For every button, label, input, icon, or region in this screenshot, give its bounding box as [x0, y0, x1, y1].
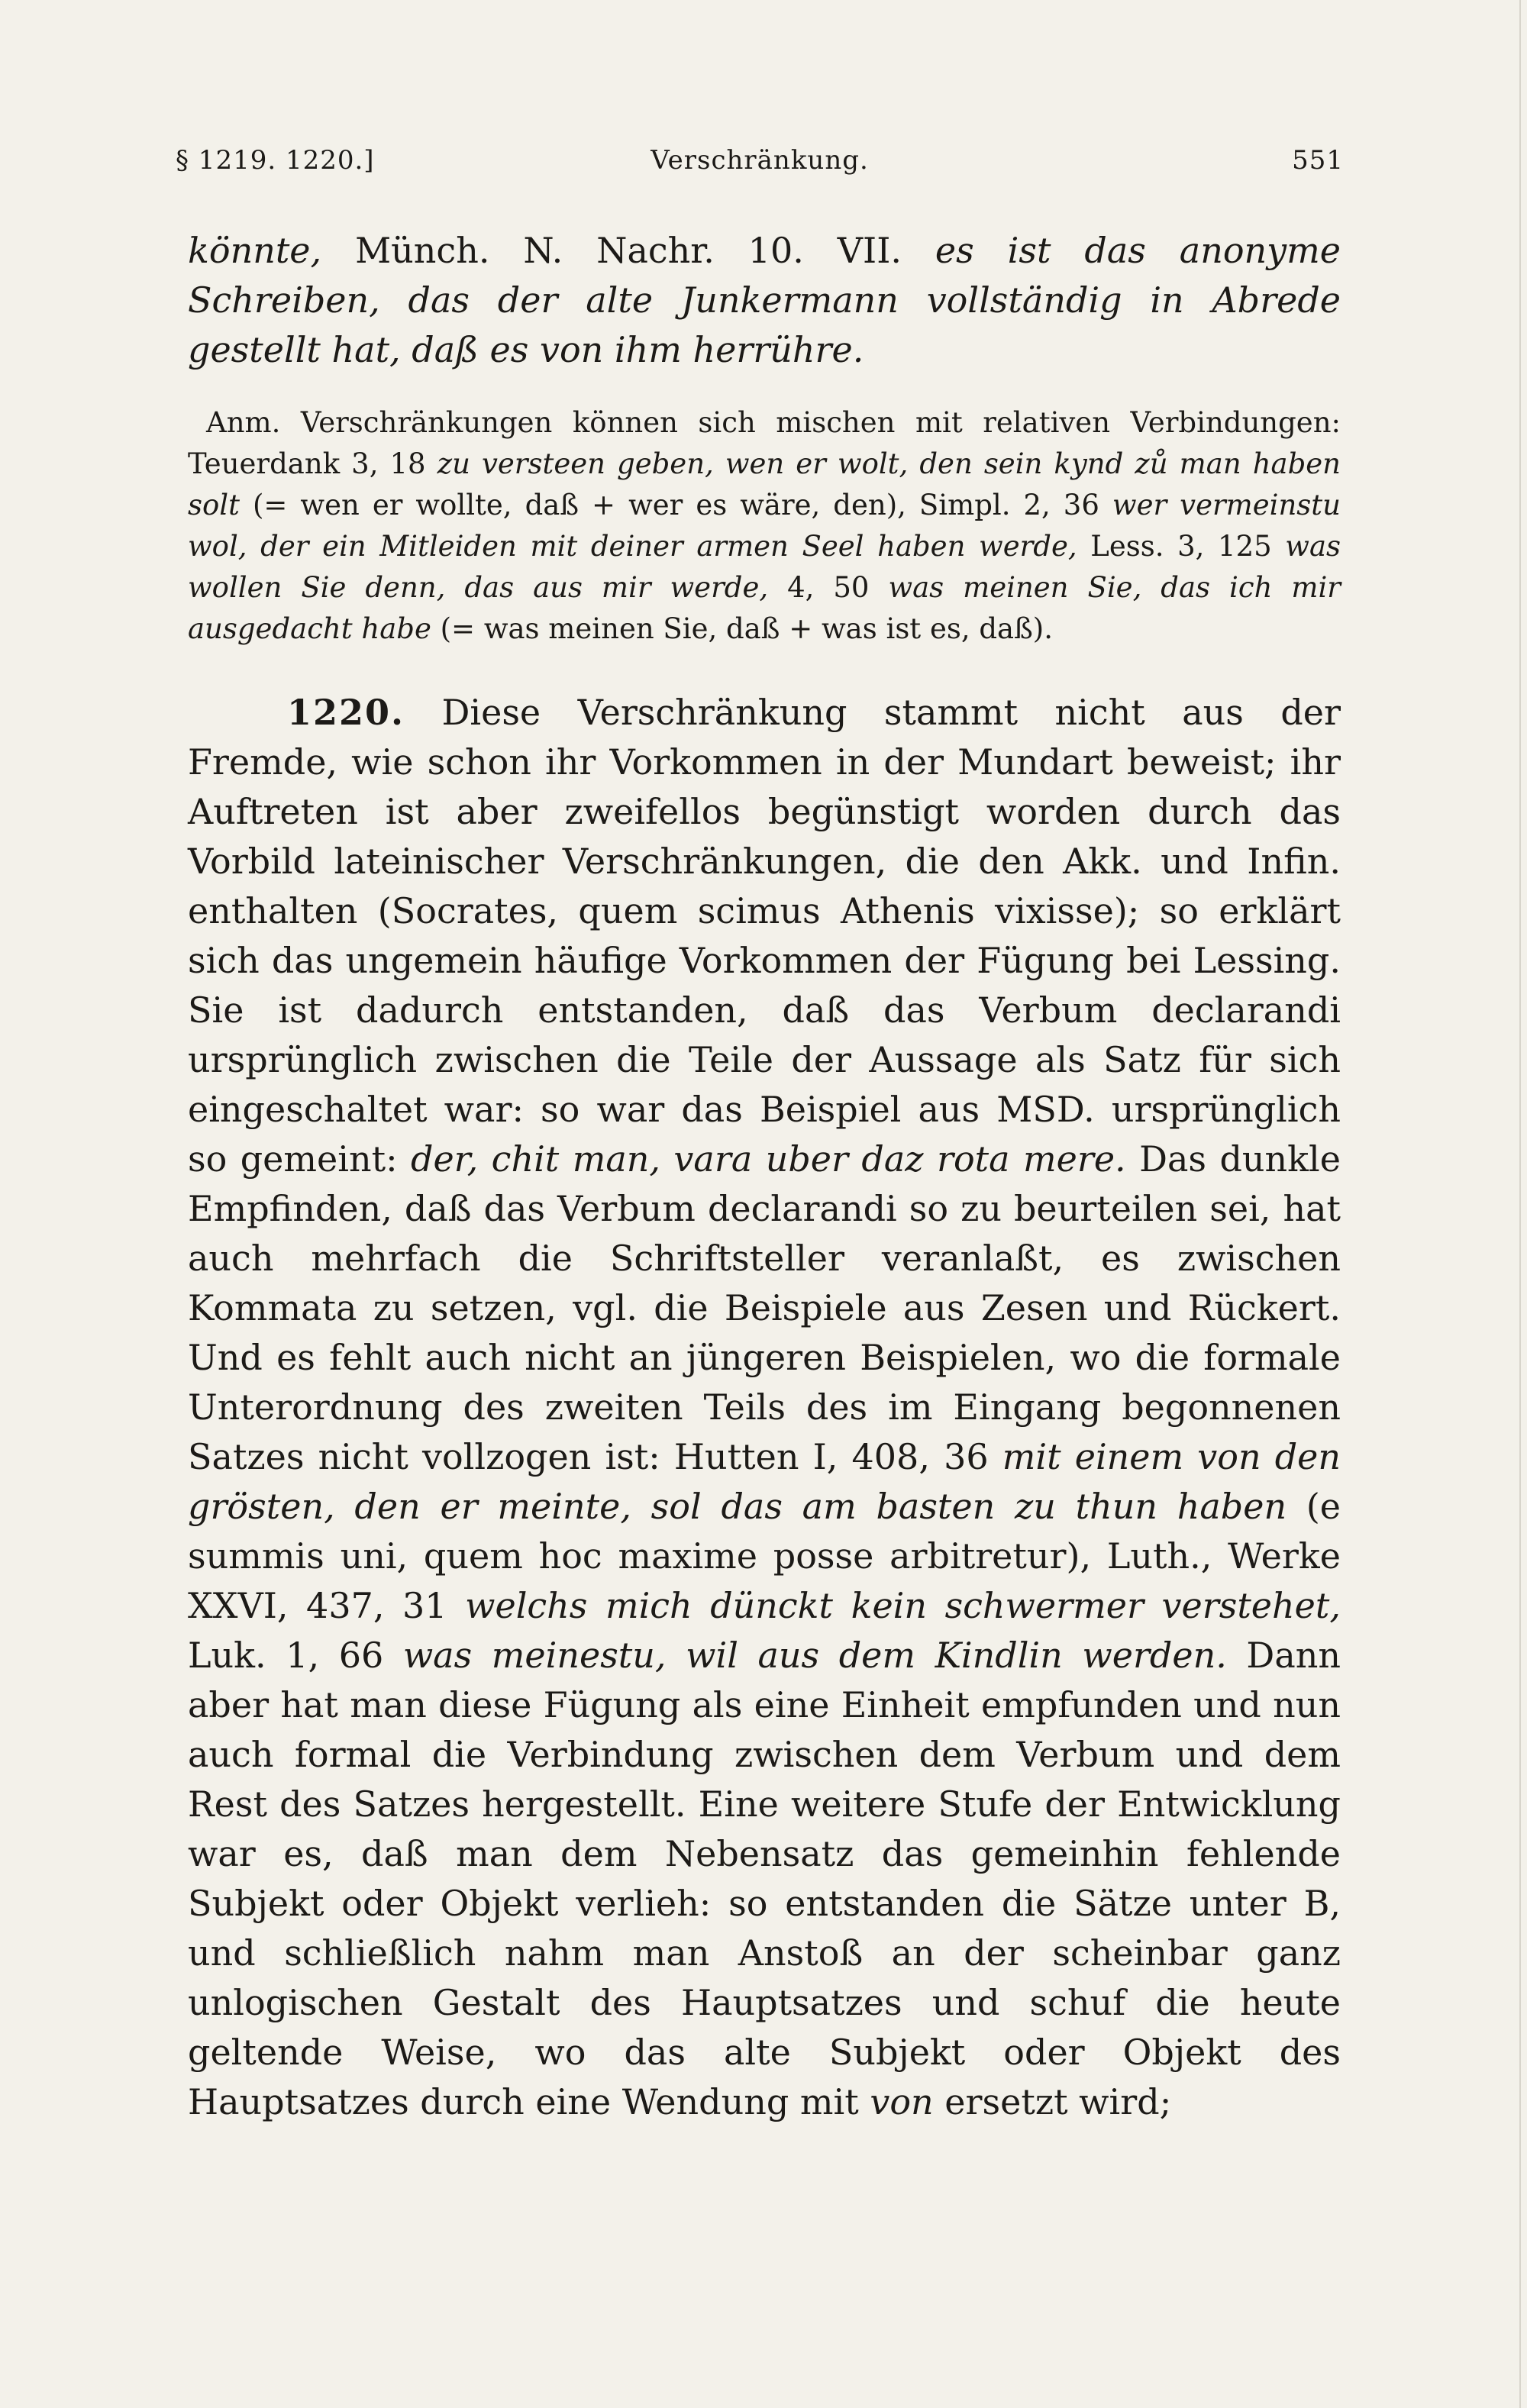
text-run: Dann aber hat man diese Fügung als eine Einheit empfunden und nun auch formal die Verbindung zwischen dem Verbum und dem Rest des Satzes hergestellt. Eine weitere Stufe der Entwicklung war es, daß man dem Nebensatz das gemeinhin fehlende Subjekt oder Objekt verlieh: so entstanden die Sätze unter B, und schließlich nahm man Anstoß an der scheinbar ganz unlogischen Gestalt des Hauptsatzes und schuf die heute geltende Weise, wo das alte Subjekt oder Objekt des Hauptsatzes durch eine Wendung mit	[188, 1635, 1341, 2122]
italic-quotation: was meinen Sie, das ich mir ausgedacht habe	[188, 571, 1341, 645]
text-run: Das dunkle Empfinden, daß das Verbum declarandi so zu beurteilen sei, hat auch mehrfach die Schriftsteller veranlaßt, es zwischen Kommata zu setzen, vgl. die Beispiele aus Zesen und Rückert. Und es fehlt auch nicht an jüngeren Beispielen, wo die formale Unterordnung des zweiten Teils des im Eingang begonnenen Satzes nicht vollzogen ist: Hutten I, 408, 36	[188, 1138, 1341, 1477]
annotation-paragraph	[188, 402, 1341, 650]
text-run: (= wen er wollte, daß + wer es wäre, den), Simpl. 2, 36	[239, 489, 1112, 521]
text-run: 4, 50	[768, 571, 889, 604]
page-body	[188, 226, 1341, 2127]
italic-quotation: der, chit man, vara uber daz rota mere.	[411, 1138, 1126, 1180]
italic-quotation: mit einem von den grösten, den er meinte, sol das am basten zu thun haben	[188, 1436, 1341, 1527]
text-run: (e summis uni, quem hoc maxime posse arbitretur), Luth., Werke XXVI, 437, 31	[188, 1486, 1341, 1626]
italic-quotation: welchs mich dünckt kein schwermer verstehet,	[465, 1585, 1341, 1626]
text-run: Münch. N. Nachr. 10. VII.	[321, 230, 935, 271]
section-reference: § 1219. 1220.]	[176, 145, 375, 176]
page-number: 551	[1292, 145, 1344, 176]
page-edge	[1519, 0, 1521, 2408]
italic-quotation: von	[870, 2081, 934, 2122]
section-1220-paragraph	[188, 688, 1341, 2127]
running-title: Verschränkung.	[651, 145, 869, 176]
italic-quotation: wer vermeinstu wol, der ein Mitleiden mit deiner armen Seel haben werde,	[188, 489, 1341, 563]
continuation-paragraph	[188, 226, 1341, 375]
italic-quotation: was meinestu, wil aus dem Kindlin werden.	[402, 1635, 1227, 1676]
text-run: Luk. 1, 66	[188, 1635, 403, 1676]
section-number: 1220.	[287, 692, 405, 733]
italic-quotation: zu versteen geben, wen er wolt, den sein kynd zů man haben solt	[188, 447, 1341, 521]
text-run: Anm. Verschränkungen können sich mischen mit relativen Verbindungen: Teuerdank 3, 18	[188, 406, 1341, 480]
text-run: ersetzt wird;	[933, 2081, 1172, 2122]
italic-quotation: könnte,	[188, 230, 322, 271]
text-run: Less. 3, 125	[1077, 530, 1286, 563]
italic-quotation: was wollen Sie denn, das aus mir werde,	[188, 530, 1341, 604]
text-run: Diese Verschränkung stammt nicht aus der Fremde, wie schon ihr Vorkommen in der Mundart beweist; ihr Auftreten ist aber zweifellos begünstigt worden durch das Vorbild lateinischer Verschränkungen, die den Akk. und Infin. enthalten (Socrates, quem scimus Athenis vixisse); so erklärt sich das ungemein häufige Vorkommen der Fügung bei Lessing. Sie ist dadurch entstanden, daß das Verbum declarandi ursprünglich zwischen die Teile der Aussage als Satz für sich eingeschaltet war: so war das Beispiel aus MSD. ursprünglich so gemeint:	[188, 692, 1341, 1180]
text-run: (= was meinen Sie, daß + was ist es, daß).	[431, 612, 1054, 645]
italic-quotation: es ist das anonyme Schreiben, das der alte Junkermann vollständig in Abrede gestellt hat, daß es von ihm herrühre.	[188, 230, 1341, 370]
